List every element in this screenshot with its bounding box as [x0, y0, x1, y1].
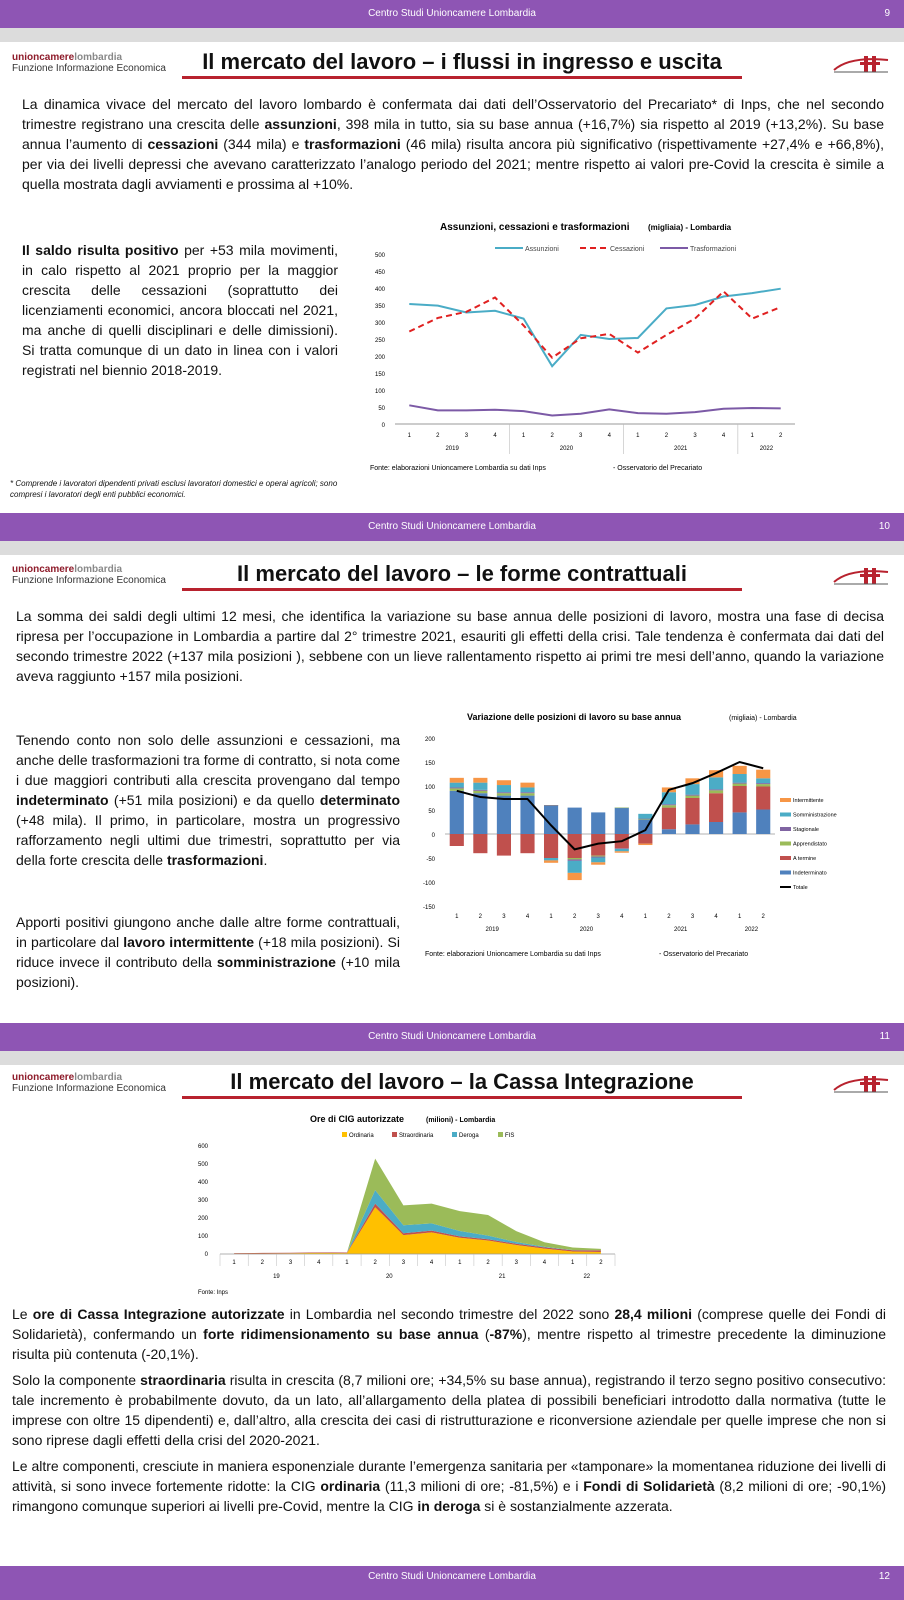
- bar-somministrazione: [473, 783, 487, 790]
- bar-a-termine: [473, 834, 487, 853]
- x-tick-label: 3: [579, 433, 583, 439]
- legend-swatch: [342, 1132, 347, 1137]
- year-label: 2021: [674, 446, 688, 452]
- y-tick-label: -50: [426, 857, 435, 863]
- bar-a-termine: [638, 834, 652, 844]
- legend-swatch: [452, 1132, 457, 1137]
- legend-label: Trasformazioni: [690, 246, 737, 253]
- year-label: 2020: [579, 927, 594, 933]
- bar-apprendistato: [615, 808, 629, 809]
- bar-stagionale: [497, 792, 511, 793]
- bar-indeterminato: [615, 808, 629, 834]
- footer-label: Centro Studi Unioncamere Lombardia: [368, 8, 536, 19]
- chart-subtitle: (migliaia) - Lombardia: [729, 715, 797, 722]
- x-tick-label: 3: [288, 1260, 293, 1266]
- bar-indeterminato: [733, 812, 747, 834]
- bar-indeterminato: [568, 808, 582, 834]
- legend-label: Cessazioni: [610, 246, 645, 253]
- chart-ore-cig: [190, 1108, 630, 1298]
- bar-a-termine: [520, 834, 534, 853]
- year-label: 2020: [559, 446, 574, 452]
- y-tick-label: 150: [374, 372, 385, 378]
- bar-intermittente: [756, 770, 770, 779]
- bar-somministrazione: [638, 814, 652, 819]
- chart-source: Fonte: Inps: [198, 1290, 229, 1296]
- bar-indeterminato: [591, 812, 605, 834]
- bar-a-termine: [662, 808, 676, 830]
- y-tick-label: 600: [197, 1144, 208, 1150]
- bar-somministrazione: [591, 858, 605, 863]
- bar-a-termine: [733, 786, 747, 812]
- x-tick-label: 3: [514, 1260, 518, 1266]
- slide-header: [12, 1068, 892, 1102]
- bar-intermittente: [473, 778, 487, 783]
- year-label: 2019: [445, 446, 459, 452]
- chart-title: Variazione delle posizioni di lavoro su base annua: [467, 712, 682, 722]
- bar-somministrazione: [685, 784, 699, 795]
- legend-label: Straordinaria: [399, 1133, 434, 1139]
- bar-apprendistato: [685, 796, 699, 798]
- x-tick-label: 1: [750, 433, 754, 439]
- x-tick-label: 4: [317, 1260, 321, 1266]
- legend-swatch: [780, 871, 791, 875]
- x-tick-label: 1: [549, 914, 553, 920]
- legend-label: Indeterminato: [793, 870, 827, 877]
- footer-bar: [0, 0, 904, 28]
- bar-indeterminato: [520, 796, 534, 834]
- chart-source: Fonte: elaborazioni Unioncamere Lombardia su dati Inps: [370, 465, 546, 472]
- y-tick-label: 200: [197, 1216, 208, 1222]
- legend-label: FIS: [505, 1133, 515, 1139]
- x-tick-label: 1: [643, 914, 648, 920]
- bar-stagionale: [473, 790, 487, 791]
- bar-somministrazione: [709, 777, 723, 789]
- chart-assunzioni-cessazioni: [355, 214, 805, 478]
- x-tick-label: 4: [620, 914, 624, 920]
- bar-apprendistato: [450, 788, 464, 790]
- footnote: * Comprende i lavoratori dipendenti privati esclusi lavoratori domestici e operai agricoli; sono compresi i lavoratori degli enti pubblici economici.: [10, 479, 338, 499]
- x-tick-label: 4: [721, 433, 726, 439]
- legend-swatch: [780, 827, 791, 831]
- bar-apprendistato: [662, 805, 676, 807]
- unioncamere-logo-icon: [830, 1072, 892, 1096]
- bar-a-termine: [450, 834, 464, 846]
- y-tick-label: 450: [374, 270, 385, 276]
- brand-subtitle: Funzione Informazione Economica: [12, 63, 166, 74]
- x-tick-label: 1: [232, 1260, 236, 1266]
- x-tick-label: 2: [667, 914, 671, 920]
- footer-label: Centro Studi Unioncamere Lombardia: [368, 521, 536, 532]
- chart-subtitle: (milioni) - Lombardia: [426, 1117, 496, 1124]
- x-tick-label: 1: [345, 1260, 349, 1266]
- bar-stagionale: [615, 848, 629, 849]
- bar-intermittente: [497, 780, 511, 785]
- x-tick-label: 1: [636, 433, 640, 439]
- slide-header: [12, 48, 892, 82]
- slide-title: Il mercato del lavoro – i flussi in ingresso e uscita: [182, 49, 742, 79]
- y-tick-label: 0: [204, 1252, 208, 1258]
- y-tick-label: 150: [424, 761, 435, 767]
- bar-somministrazione: [733, 774, 747, 783]
- year-label: 19: [273, 1274, 280, 1280]
- bar-somministrazione: [568, 861, 582, 873]
- bar-stagionale: [733, 783, 747, 784]
- legend-swatch: [780, 842, 791, 846]
- x-tick-label: 2: [572, 914, 577, 920]
- bar-intermittente: [638, 844, 652, 845]
- y-tick-label: -100: [422, 881, 435, 887]
- footer-bar: [0, 1023, 904, 1051]
- legend-label: Apprendistato: [793, 841, 827, 848]
- bar-stagionale: [520, 792, 534, 793]
- chart-source: Fonte: elaborazioni Unioncamere Lombardia su dati Inps: [425, 951, 601, 958]
- x-tick-label: 2: [761, 914, 765, 920]
- x-tick-label: 4: [429, 1260, 434, 1266]
- y-tick-label: 400: [374, 287, 385, 293]
- chart-source-2: - Osservatorio del Precariato: [613, 465, 703, 472]
- bar-indeterminato: [756, 810, 770, 834]
- side-text: Il saldo risulta positivo per +53 mila movimenti, in calo rispetto al 2021 proprio per la maggior crescita delle cessazioni (soprattutto dei licenziamenti economici, ancora bloccati nel 2021, ma anche di quelli disciplinari e delle dimissioni). Si tratta comunque di un dato in linea con i valori registrati nel biennio 2018-2019.: [22, 242, 338, 378]
- bar-apprendistato: [497, 793, 511, 795]
- bar-stagionale: [685, 795, 699, 796]
- bar-apprendistato: [709, 790, 723, 793]
- side-text: Tenendo conto non solo delle assunzioni e cessazioni, ma anche delle trasformazioni tra forme di contratto, si nota come i due maggiori contributi alla crescita provengano dal tempo indeterminato (+51 mila posizioni) e da quello determinato (+48 mila). Il primo, in particolare, mostra un progressivo rafforzamento negli ultimi due trimestri, soprattutto per via della forte crescita delle trasformazioni.: [16, 732, 400, 868]
- unioncamere-logo-icon: [830, 52, 892, 76]
- x-tick-label: 1: [521, 433, 526, 439]
- brand-name: unioncamerelombardia: [12, 1072, 123, 1083]
- bar-somministrazione: [756, 778, 770, 783]
- cig-paragraph-2: Solo la componente straordinaria risulta in crescita (8,7 milioni ore; +34,5% su base annua), registrando il terzo segno positivo consecutivo: tale incremento è probabilmente dovuto, da un lato, all’allargamento della platea di possibili beneficiari introdotto dalla normativa (tutte le imprese con oltre 15 dipendenti) e, dall’altro, alla crescita dei casi di ristrutturazione e riconversione aziendale per quelle imprese che non si sono riprese dagli effetti della crisi del 2020-2021.: [12, 1372, 887, 1448]
- x-tick-label: 1: [407, 433, 411, 439]
- bar-indeterminato: [662, 829, 676, 834]
- x-tick-label: 2: [373, 1260, 377, 1266]
- x-tick-label: 2: [550, 433, 554, 439]
- footer-bar: [0, 1566, 904, 1600]
- bar-stagionale: [756, 783, 770, 784]
- slide-header: [12, 560, 892, 594]
- intro-text: La dinamica vivace del mercato del lavoro lombardo è confermata dai dati dell’Osservatorio del Precariato* di Inps, che nel secondo trimestre registrano una crescita delle assunzioni, 398 mila in tutto, sia su base annua (+16,7%) sia rispetto al 2019 (+13,2%). Su base annua l’aumento di cessazioni (344 mila) e trasformazioni (46 mila) risulta ancora più significativo (rispettivamente +27,4% e +66,8%), per via dei livelli depressi che avevano caratterizzato l’analogo periodo del 2021; mentre rispetto ai valori pre-Covid la crescita è simile a quella mostrata dagli avviamenti e prossima al +10%.: [22, 96, 885, 192]
- page-gap: [0, 28, 904, 42]
- page-number: 10: [878, 521, 890, 532]
- brand-name: unioncamerelombardia: [12, 564, 123, 575]
- footer-label: Centro Studi Unioncamere Lombardia: [368, 1571, 536, 1582]
- bar-indeterminato: [709, 822, 723, 834]
- slide-title: Il mercato del lavoro – la Cassa Integrazione: [182, 1069, 742, 1099]
- bar-a-termine: [497, 834, 511, 856]
- chart-variazione-posizioni: [405, 706, 875, 978]
- legend-label: Somministrazione: [793, 812, 837, 819]
- bar-intermittente: [615, 851, 629, 852]
- x-tick-label: 3: [502, 914, 506, 920]
- legend-swatch: [780, 813, 791, 817]
- bar-somministrazione: [544, 858, 558, 860]
- bar-apprendistato: [756, 784, 770, 786]
- bar-indeterminato: [450, 791, 464, 834]
- legend-label: Totale: [793, 885, 808, 891]
- bar-intermittente: [450, 778, 464, 783]
- bar-stagionale: [662, 804, 676, 805]
- legend-label: Deroga: [459, 1133, 479, 1139]
- bar-somministrazione: [497, 785, 511, 792]
- y-tick-label: 500: [197, 1162, 208, 1168]
- y-tick-label: 200: [374, 355, 385, 361]
- bar-apprendistato: [591, 856, 605, 857]
- year-label: 2019: [485, 927, 499, 933]
- y-tick-label: -150: [422, 905, 435, 911]
- bar-indeterminato: [497, 796, 511, 834]
- bar-apprendistato: [733, 784, 747, 786]
- y-tick-label: 100: [197, 1234, 208, 1240]
- brand-name: unioncamerelombardia: [12, 52, 123, 63]
- y-tick-label: 100: [424, 785, 435, 791]
- footer-bar: [0, 513, 904, 541]
- chart-title: Ore di CIG autorizzate: [310, 1114, 405, 1124]
- bar-a-termine: [685, 798, 699, 824]
- y-tick-label: 200: [424, 737, 435, 743]
- y-tick-label: 500: [374, 253, 385, 259]
- y-tick-label: 100: [374, 389, 385, 395]
- intro-text: La somma dei saldi degli ultimi 12 mesi, che identifica la variazione su base annua delle posizioni di lavoro, mostra una fase di decisa ripresa per l’occupazione in Lombardia a partire dal 2° trimestre 2021, esauriti gli effetti della crisi. Tale tendenza è confermata dai dati del secondo trimestre 2022 (+137 mila posizioni ), sebbene con un lieve rallentamento rispetto ai primi tre mesi dell’anno, quando la variazione aveva raggiunto +157 mila posizioni.: [16, 608, 884, 684]
- bar-indeterminato: [685, 824, 699, 834]
- bar-somministrazione: [615, 849, 629, 851]
- legend-swatch: [780, 798, 791, 802]
- bar-somministrazione: [450, 783, 464, 788]
- x-tick-label: 4: [607, 433, 611, 439]
- x-tick-label: 1: [737, 914, 742, 920]
- x-tick-label: 1: [458, 1260, 462, 1266]
- year-label: 20: [385, 1274, 393, 1280]
- chart-subtitle: (migliaia) - Lombardia: [648, 223, 732, 232]
- bar-a-termine: [756, 786, 770, 809]
- y-tick-label: 50: [378, 406, 385, 412]
- y-tick-label: 250: [374, 338, 385, 344]
- bar-a-termine: [544, 834, 558, 858]
- footer-label: Centro Studi Unioncamere Lombardia: [368, 1031, 536, 1042]
- legend-label: Stagionale: [793, 827, 819, 833]
- x-tick-label: 3: [401, 1260, 406, 1266]
- x-tick-label: 3: [690, 914, 695, 920]
- bar-stagionale: [638, 819, 652, 820]
- bar-stagionale: [450, 787, 464, 788]
- y-tick-label: 50: [428, 809, 435, 815]
- bar-a-termine: [709, 793, 723, 822]
- y-tick-label: 300: [197, 1198, 208, 1204]
- bar-stagionale: [591, 857, 605, 858]
- bar-intermittente: [520, 783, 534, 788]
- page-number: 11: [879, 1031, 890, 1042]
- legend-swatch: [392, 1132, 397, 1137]
- bar-intermittente: [568, 873, 582, 880]
- bar-indeterminato: [473, 793, 487, 834]
- x-tick-label: 1: [571, 1260, 575, 1266]
- series-line-trasformazioni: [409, 405, 780, 415]
- legend-label: Ordinaria: [349, 1133, 374, 1139]
- chart-source-2: - Osservatorio del Precariato: [659, 951, 749, 958]
- bar-stagionale: [544, 805, 558, 806]
- y-tick-label: 0: [381, 423, 385, 429]
- x-tick-label: 2: [260, 1260, 264, 1266]
- bar-apprendistato: [568, 858, 582, 859]
- page-number: 12: [878, 1571, 890, 1582]
- legend-label: Intermittente: [793, 798, 824, 804]
- year-label: 21: [498, 1274, 506, 1280]
- x-tick-label: 4: [525, 914, 530, 920]
- page-gap: [0, 1051, 904, 1065]
- year-label: 2022: [744, 927, 759, 933]
- bar-a-termine: [568, 834, 582, 858]
- legend-swatch: [498, 1132, 503, 1137]
- x-tick-label: 2: [436, 433, 440, 439]
- x-tick-label: 1: [455, 914, 459, 920]
- x-tick-label: 3: [693, 433, 697, 439]
- page-number: 9: [884, 8, 890, 19]
- x-tick-label: 4: [542, 1260, 547, 1266]
- slide-title: Il mercato del lavoro – le forme contrattuali: [182, 561, 742, 591]
- series-line-cessazioni: [409, 291, 780, 357]
- x-tick-label: 4: [714, 914, 718, 920]
- x-tick-label: 2: [664, 433, 669, 439]
- x-tick-label: 3: [464, 433, 469, 439]
- x-tick-label: 3: [596, 914, 600, 920]
- year-label: 2022: [759, 446, 774, 452]
- bar-apprendistato: [473, 791, 487, 793]
- bar-intermittente: [591, 862, 605, 864]
- x-tick-label: 4: [493, 433, 497, 439]
- year-label: 22: [583, 1274, 591, 1280]
- bar-intermittente: [733, 766, 747, 774]
- side-text: Apporti positivi giungono anche dalle altre forme contrattuali, in particolare dal lavoro intermittente (+18 mila posizioni). Si riduce invece il contributo della somministrazione (+10 mila posizioni).: [16, 914, 400, 990]
- page-gap: [0, 541, 904, 555]
- x-tick-label: 2: [486, 1260, 490, 1266]
- bar-intermittente: [544, 860, 558, 862]
- unioncamere-logo-icon: [830, 564, 892, 588]
- bar-stagionale: [709, 789, 723, 790]
- legend-label: Assunzioni: [525, 246, 559, 253]
- brand-subtitle: Funzione Informazione Economica: [12, 1083, 166, 1094]
- brand-subtitle: Funzione Informazione Economica: [12, 575, 166, 586]
- legend-label: A termine: [793, 856, 817, 862]
- bar-stagionale: [568, 859, 582, 860]
- year-label: 2021: [674, 927, 688, 933]
- chart-title: Assunzioni, cessazioni e trasformazioni: [440, 222, 630, 233]
- y-tick-label: 350: [374, 304, 385, 310]
- y-tick-label: 300: [374, 321, 385, 327]
- series-line-assunzioni: [409, 289, 780, 367]
- x-tick-label: 2: [779, 433, 783, 439]
- y-tick-label: 0: [431, 833, 435, 839]
- x-tick-label: 2: [478, 914, 483, 920]
- y-tick-label: 400: [197, 1180, 208, 1186]
- bar-somministrazione: [520, 787, 534, 792]
- x-tick-label: 2: [599, 1260, 603, 1266]
- bar-apprendistato: [520, 793, 534, 795]
- legend-swatch: [780, 856, 791, 860]
- cig-paragraph-1: Le ore di Cassa Integrazione autorizzate in Lombardia nel secondo trimestre del 2022 sono 28,4 milioni (comprese quelle dei Fondi di Solidarietà), confermando un forte ridimensionamento su base annua (-87%), mentre rispetto al trimestre precedente la diminuzione risulta più contenuta (-20,1%).: [12, 1306, 887, 1362]
- cig-paragraph-3: Le altre componenti, cresciute in maniera esponenziale durante l’emergenza sanitaria per «tamponare» la momentanea riduzione dei livelli di attività, si sono invece fortemente ridotte: la CIG ordinaria (11,3 milioni di ore; -81,5%) e i Fondi di Solidarietà (8,2 milioni di ore; -90,1%) rimangono comunque superiori ai livelli pre-Covid, mentre la CIG in deroga si è sostanzialmente azzerata.: [12, 1458, 886, 1514]
